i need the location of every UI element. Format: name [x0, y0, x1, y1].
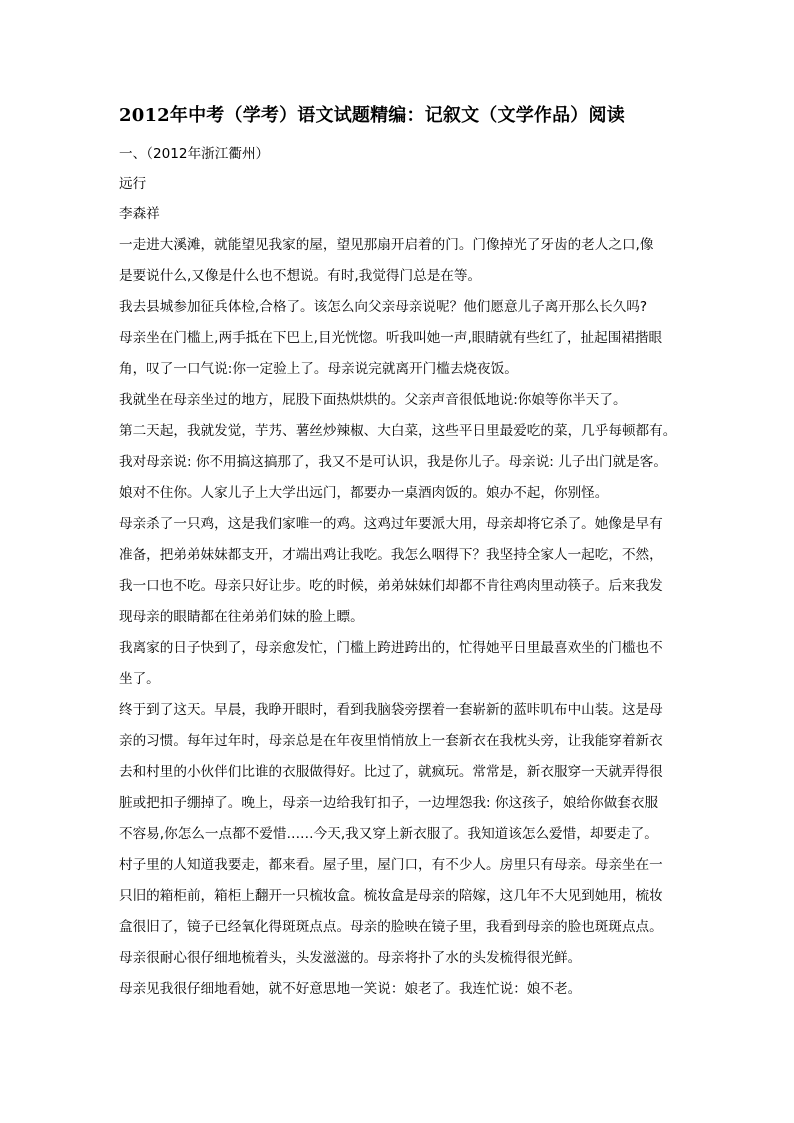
text-line-23: 盒很旧了，镜子已经氧化得斑斑点点。母亲的脸映在镜子里，我看到母亲的脸也斑斑点点。: [119, 919, 663, 935]
text-line-06: 我就坐在母亲坐过的地方，屁股下面热烘烘的。父亲声音很低地说:你娘等你半天了。: [119, 392, 627, 408]
section-label: 一、（2012年浙江衢州）: [119, 146, 270, 162]
text-line-21: 村子里的人知道我要走，都来看。屋子里，屋门口，有不少人。房里只有母亲。母亲坐在一: [119, 857, 663, 873]
text-line-17: 亲的习惯。每年过年时，母亲总是在年夜里悄悄放上一套新衣在我枕头旁，让我能穿着新衣: [119, 733, 663, 749]
text-line-03: 我去县城参加征兵体检,合格了。该怎么向父亲母亲说呢？他们愿意儿子离开那么长久吗?: [119, 299, 648, 315]
text-line-01: 一走进大溪滩，就能望见我家的屋，望见那扇开启着的门。门像掉光了牙齿的老人之口,像: [119, 237, 654, 253]
text-line-24: 母亲很耐心很仔细地梳着头，头发滋滋的。母亲将扑了水的头发梳得很光鲜。: [119, 950, 582, 966]
text-line-10: 母亲杀了一只鸡，这是我们家唯一的鸡。这鸡过年要派大用，母亲却将它杀了。她像是早有: [119, 516, 663, 532]
text-line-12: 我一口也不吃。母亲只好让步。吃的时候，弟弟妹妹们却都不肯往鸡肉里动筷子。后来我发: [119, 578, 663, 594]
text-line-25: 母亲见我很仔细地看她，就不好意思地一笑说：娘老了。我连忙说：娘不老。: [119, 981, 582, 997]
story-title: 远行: [119, 176, 147, 192]
text-line-11: 准备，把弟弟妹妹都支开，才端出鸡让我吃。我怎么咽得下？我坚持全家人一起吃，不然，: [119, 547, 663, 563]
text-line-18: 去和村里的小伙伴们比谁的衣服做得好。比过了，就疯玩。常常是，新衣服穿一天就弄得很: [119, 764, 663, 780]
text-line-19: 脏或把扣子绷掉了。晚上，母亲一边给我钉扣子，一边埋怨我: 你这孩子，娘给你做套衣服: [119, 795, 659, 811]
text-line-09: 娘对不住你。人家儿子上大学出远门，都要办一桌酒肉饭的。娘办不起，你别怪。: [119, 485, 609, 501]
text-line-14: 我离家的日子快到了，母亲愈发忙，门槛上跨进跨出的，忙得她平日里最喜欢坐的门槛也不: [119, 640, 663, 656]
text-line-20: 不容易,你怎么一点都不爱惜……今天,我又穿上新衣服了。我知道该怎么爱惜，却要走了。: [119, 826, 658, 842]
text-line-16: 终于到了这天。早晨，我睁开眼时，看到我脑袋旁摆着一套崭新的蓝咔叽布中山装。这是母: [119, 702, 663, 718]
text-line-04: 母亲坐在门槛上,两手抵在下巴上,目光恍惚。听我叫她一声,眼睛就有些红了，扯起围裙揩眼: [119, 330, 663, 346]
author-name: 李森祥: [119, 206, 160, 222]
text-line-13: 现母亲的眼睛都在往弟弟们妹的脸上瞟。: [119, 609, 364, 625]
story-body: [119, 227, 676, 998]
document-title: 2012年中考（学考）语文试题精编：记叙文（文学作品）阅读: [119, 105, 625, 126]
text-line-22: 只旧的箱柜前，箱柜上翻开一只梳妆盒。梳妆盒是母亲的陪嫁，这几年不大见到她用，梳妆: [119, 888, 663, 904]
text-line-07: 第二天起，我就发觉，芋艿、薯丝炒辣椒、大白菜，这些平日里最爱吃的菜，几乎每顿都有。: [119, 423, 676, 439]
text-line-08: 我对母亲说: 你不用搞这搞那了，我又不是可认识，我是你儿子。母亲说: 儿子出门就是客。: [119, 454, 667, 470]
text-line-05: 角，叹了一口气说:你一定验上了。母亲说完就离开门槛去烧夜饭。: [119, 361, 518, 377]
text-line-15: 坐了。: [119, 671, 160, 687]
text-line-02: 是要说什么,又像是什么也不想说。有时,我觉得门总是在等。: [119, 268, 482, 284]
